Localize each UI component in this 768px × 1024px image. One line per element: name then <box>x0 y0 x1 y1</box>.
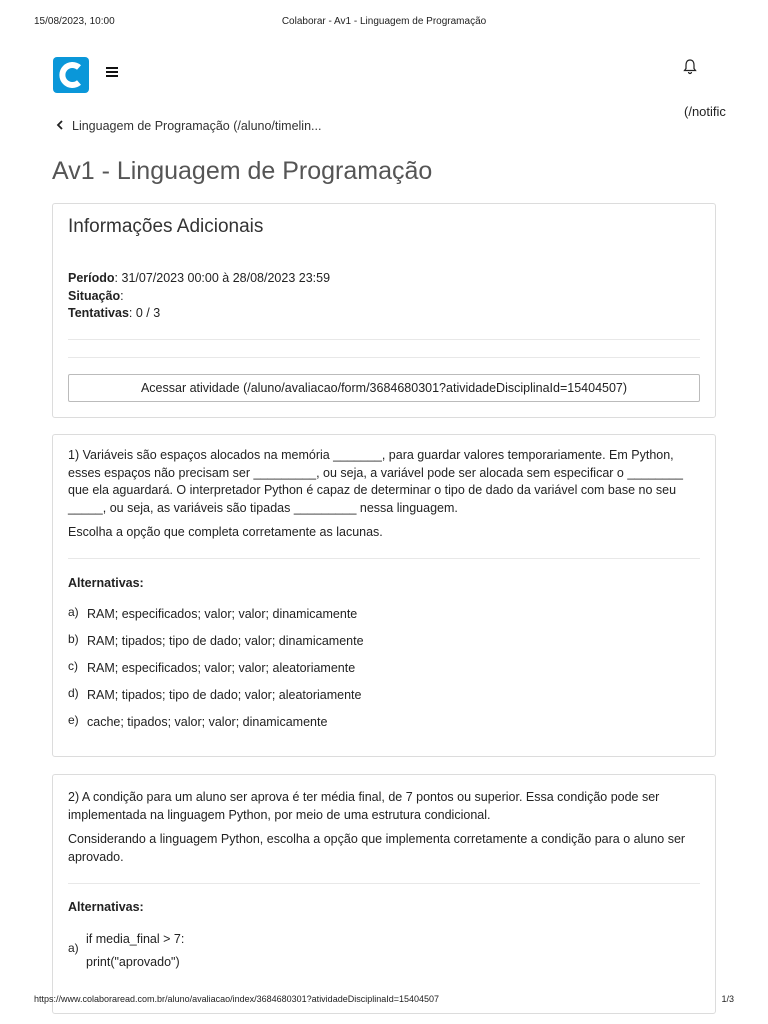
alternatives-heading: Alternativas: <box>68 900 144 914</box>
breadcrumb-label[interactable]: Linguagem de Programação (/aluno/timelin... <box>72 119 322 133</box>
print-url: https://www.colaboraread.com.br/aluno/avaliacao/index/3684680301?atividadeDisciplinaId=15404507 <box>34 994 440 1004</box>
alternative-letter: a) <box>68 605 79 619</box>
print-datetime: 15/08/2023, 10:00 <box>34 16 115 27</box>
alternative-text: RAM; especificados; valor; valor; aleatoriamente <box>87 661 356 675</box>
alternative-option[interactable] <box>68 688 700 706</box>
hamburger-menu-icon[interactable] <box>104 64 120 80</box>
alternative-text: RAM; tipados; tipo de dado; valor; dinamicamente <box>87 634 364 648</box>
alternative-code-line: if media_final > 7: <box>86 932 185 946</box>
page-title: Av1 - Linguagem de Programação <box>52 157 433 185</box>
divider <box>68 357 700 358</box>
attempts-value: : 0 / 3 <box>128 306 161 320</box>
attempts-label: Tentativas <box>68 306 129 320</box>
status-value: : <box>120 289 124 303</box>
question-text: 1) Variáveis são espaços alocados na memória _______, para guardar valores temporariamente. Em Python, esses espaços não precisam ser _________, ou seja, a variável pode ser alocada sem especificar o ________ que ela aguardará. O interpretador Python é capaz de determinar o tipo de dado da variável com base no seu _____, ou seja, as variáveis são tipadas _________ nessa linguagem. <box>68 448 683 515</box>
question-text: 2) A condição para um aluno ser aprova é ter média final, de 7 pontos ou superior. Essa condição pode ser implementada na linguagem Python, por meio de uma estrutura condicional. <box>68 790 660 822</box>
question-card-1 <box>52 434 716 757</box>
divider <box>68 558 700 559</box>
period-value: : 31/07/2023 00:00 à 28/08/2023 23:59 <box>114 271 331 285</box>
alternative-option[interactable] <box>68 607 700 625</box>
bell-icon[interactable] <box>682 58 698 76</box>
print-page-number: 1/3 <box>721 994 734 1004</box>
alternative-option[interactable] <box>68 932 700 974</box>
chevron-left-icon <box>56 119 66 133</box>
attempts-row <box>68 306 160 320</box>
question-instruction: Considerando a linguagem Python, escolha a opção que implementa corretamente a condição para o aluno ser aprovado. <box>68 832 686 864</box>
additional-info-card <box>52 203 716 418</box>
alternative-letter: a) <box>68 941 79 955</box>
period-row <box>68 271 330 285</box>
alternative-option[interactable] <box>68 661 700 679</box>
alternative-letter: b) <box>68 632 79 646</box>
alternative-letter: e) <box>68 713 79 727</box>
alternative-text: RAM; tipados; tipo de dado; valor; aleatoriamente <box>87 688 362 702</box>
access-activity-button[interactable]: Acessar atividade (/aluno/avaliacao/form/3684680301?atividadeDisciplinaId=15404507) <box>68 374 700 402</box>
alternative-option[interactable] <box>68 634 700 652</box>
alternative-letter: c) <box>68 659 78 673</box>
print-footer <box>34 994 734 1008</box>
status-label: Situação <box>68 289 121 303</box>
alternative-letter: d) <box>68 686 79 700</box>
print-header <box>34 16 734 32</box>
question-card-2 <box>52 774 716 1014</box>
alternative-text: RAM; especificados; valor; valor; dinamicamente <box>87 607 358 621</box>
alternative-code-line: print("aprovado") <box>86 955 180 969</box>
breadcrumb[interactable] <box>56 119 321 133</box>
alternative-option[interactable] <box>68 715 700 733</box>
question-instruction: Escolha a opção que completa corretamente as lacunas. <box>68 525 383 539</box>
divider <box>68 883 700 884</box>
alternative-text: cache; tipados; valor; valor; dinamicamente <box>87 715 328 729</box>
colaborar-logo-icon[interactable] <box>53 57 89 93</box>
period-label: Período <box>68 271 115 285</box>
status-row <box>68 289 124 303</box>
info-card-title: Informações Adicionais <box>68 216 264 237</box>
divider <box>68 339 700 340</box>
alternatives-heading: Alternativas: <box>68 576 144 590</box>
notifications-link[interactable]: (/notific <box>684 104 726 119</box>
print-document-title: Colaborar - Av1 - Linguagem de Programação <box>281 16 487 27</box>
